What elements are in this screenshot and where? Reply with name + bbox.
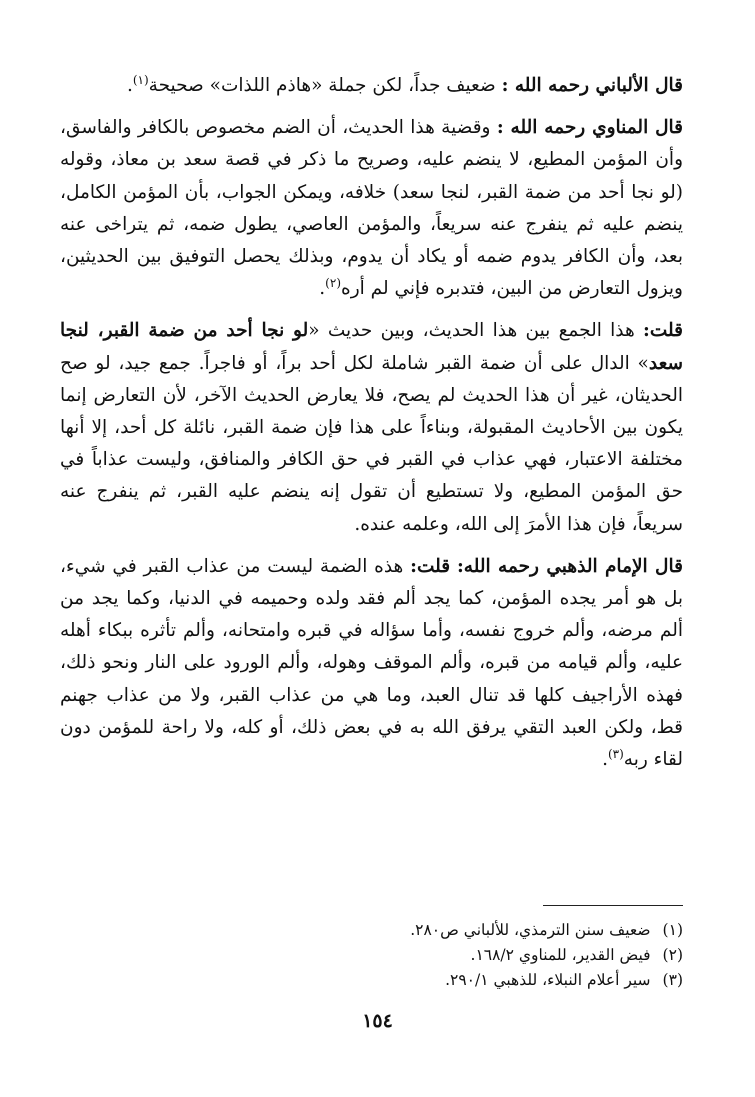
footnote-number: (٢) <box>662 946 683 964</box>
footnote-ref[interactable]: (٣) <box>607 746 624 761</box>
paragraph-pretext: هذا الجمع بين هذا الحديث، وبين حديث « <box>308 320 635 342</box>
footnote-divider <box>543 905 683 906</box>
paragraph-text: ضعيف جداً، لكن جملة «هاذم اللذات» صحيحة <box>148 75 496 96</box>
footnote-number: (٣) <box>662 971 683 989</box>
speaker-label: قال المناوي رحمه الله : <box>496 117 684 139</box>
footnote-item <box>183 918 683 943</box>
paragraph-dhahabi <box>60 551 683 776</box>
paragraph-tail: . <box>126 75 133 96</box>
footnote-text: ضعيف سنن الترمذي، للألباني ص٢٨٠. <box>410 921 651 939</box>
footnote-ref[interactable]: (١) <box>132 72 149 87</box>
page-body <box>60 70 683 786</box>
footnote-item <box>183 968 683 993</box>
footnote-text: سير أعلام النبلاء، للذهبي ٢٩٠/١. <box>445 971 651 989</box>
footnote-ref[interactable]: (٢) <box>325 276 341 291</box>
speaker-label: قلت: <box>643 320 683 342</box>
hadith-quote: لو نجا أحد من ضمة القبر، لنجا سعد <box>60 320 683 374</box>
paragraph-munawi <box>60 112 683 305</box>
footnotes <box>183 918 683 993</box>
footnote-number: (١) <box>662 921 683 939</box>
paragraph-tail: . <box>319 278 326 300</box>
paragraph-text: هذه الضمة ليست من عذاب القبر في شيء، بل هو أمر يجده المؤمن، كما يجد ألم فقد ولده وحميمه في الدنيا، وكما يجد من ألم مرضه، وألم خروج نفسه، وأما سؤاله في قبره وامتحانه، وألم تأثره ببكاء أهله عليه، وألم قيامه من قبره، وألم الموقف وهوله، وألم الورود على النار ونحو ذلك، فهذه الأراجيف كلها قد تنال العبد، وما هي من عذاب القبر، ولا من عذاب جهنم قط، ولكن العبد التقي يرفق الله به في بعض ذلك، أو كله، ولا راحة للمؤمن دون لقاء ربه <box>60 555 683 771</box>
paragraph-albani <box>60 70 683 102</box>
paragraph-text: وقضية هذا الحديث، أن الضم مخصوص بالكافر والفاسق، وأن المؤمن المطيع، لا ينضم عليه، وصريح ما ذكر في قصة سعد بن معاذ، وقوله (لو نجا أحد من ضمة القبر، لنجا سعد) خلافه، ويمكن الجواب، بأن المؤمن الكامل، ينضم عليه ثم ينفرج عنه سريعاً، والمؤمن العاصي، يطول ضمه، ثم يتراخى عنه بعد، وأن الكافر يدوم ضمه أو يكاد أن يدوم، وبذلك يحصل التوفيق بين الحديثين، ويزول التعارض من البين، فتدبره فإني لم أره <box>60 117 683 300</box>
page-number: ١٥٤ <box>362 1010 393 1032</box>
speaker-label: قال الإمام الذهبي رحمه الله: <box>456 555 683 577</box>
paragraph-tail: . <box>602 749 608 771</box>
paragraph-qultu <box>60 315 683 540</box>
speaker-label-secondary: قلت: <box>410 555 451 577</box>
footnote-text: فيض القدير، للمناوي ١٦٨/٢. <box>470 946 651 964</box>
footnote-item <box>183 943 683 968</box>
paragraph-text: » الدال على أن ضمة القبر شاملة لكل أحد براً، أو فاجراً. جمع جيد، لو صح الحديثان، غير أن هذا الحديث لم يصح، فلا يعارض الحديث الآخر، لأن التعارض إنما يكون بين الأحاديث المقبولة، وبناءاً على هذا فإن ضمة القبر، نائلة كل أحد، إلا أنها مختلفة الاعتبار، فهي عذاب في القبر في حق الكافر والمنافق، وليست عذاباً في حق المؤمن المطيع، ولا تستطيع أن تقول إنه ينضم عليه القبر، ثم ينفرج عنه سريعاً، فإن هذا الأمرَ إلى الله، وعلمه عنده. <box>60 352 684 535</box>
speaker-label: قال الألباني رحمه الله : <box>501 75 683 96</box>
